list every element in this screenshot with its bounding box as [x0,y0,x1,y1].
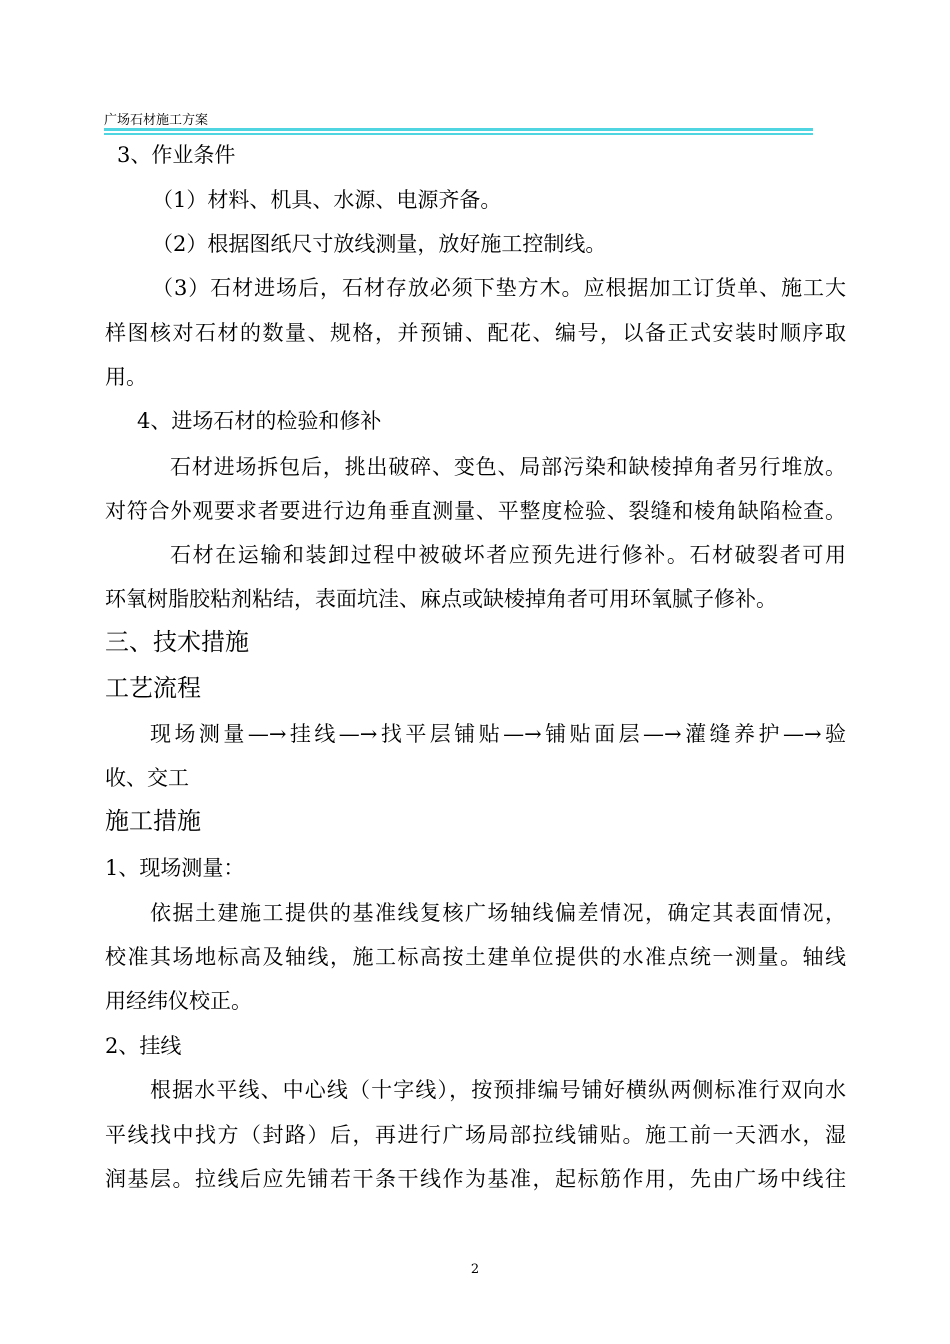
paragraph-line: （3）石材进场后，石材存放必须下垫方木。应根据加工订货单、施工大 [152,276,846,300]
section-heading: 4、进场石材的检验和修补 [137,409,382,433]
paragraph-line: 根据水平线、中心线（十字线），按预排编号铺好横纵两侧标准行双向水 [150,1078,846,1102]
section-heading: 1、现场测量： [105,856,245,880]
header-title: 广场石材施工方案 [104,113,209,128]
paragraph-line: 用经纬仪校正。 [105,989,252,1013]
section-heading: 2、挂线 [105,1034,182,1058]
paragraph-line: 依据土建施工提供的基准线复核广场轴线偏差情况，确定其表面情况， [150,901,846,925]
paragraph-line: 石材在运输和装卸过程中被破坏者应预先进行修补。石材破裂者可用 [170,543,846,567]
paragraph-line: 石材进场拆包后，挑出破碎、变色、局部污染和缺棱掉角者另行堆放。 [170,455,846,479]
sub-heading: 施工措施 [105,807,201,835]
sub-heading: 工艺流程 [105,674,201,702]
paragraph-line: 对符合外观要求者要进行边角垂直测量、平整度检验、裂缝和棱角缺陷检查。 [105,499,846,523]
paragraph-line: 润基层。拉线后应先铺若干条干线作为基准，起标筋作用，先由广场中线往 [105,1167,846,1191]
header-rule [104,128,813,131]
paragraph-line: 校准其场地标高及轴线，施工标高按土建单位提供的水准点统一测量。轴线 [105,945,846,969]
paragraph-line: 用。 [105,365,147,389]
paragraph-line: （1）材料、机具、水源、电源齐备。 [152,188,502,212]
chapter-heading: 三、技术措施 [105,628,249,656]
paragraph-line: 收、交工 [105,766,189,790]
header-rule-secondary [104,133,813,135]
paragraph-line: 样图核对石材的数量、规格，并预铺、配花、编号，以备正式安装时顺序取 [105,321,846,345]
paragraph-line: 平线找中找方（封路）后，再进行广场局部拉线铺贴。施工前一天洒水，湿 [105,1123,846,1147]
page-number: 2 [470,1262,480,1277]
paragraph-line: 环氧树脂胶粘剂粘结，表面坑洼、麻点或缺棱掉角者可用环氧腻子修补。 [105,587,777,611]
paragraph-line: 现场测量—→挂线—→找平层铺贴—→铺贴面层—→灌缝养护—→验 [150,722,846,746]
section-heading: 3、作业条件 [117,143,236,167]
paragraph-line: （2）根据图纸尺寸放线测量，放好施工控制线。 [152,232,607,256]
